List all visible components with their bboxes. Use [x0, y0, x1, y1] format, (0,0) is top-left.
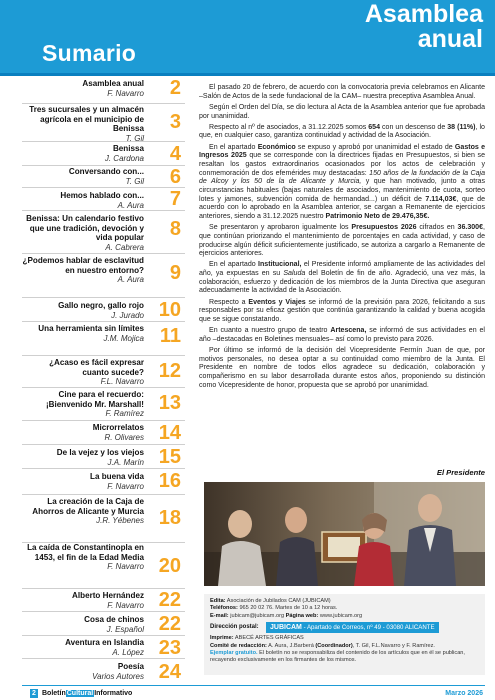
- toc-item[interactable]: Gallo negro, gallo rojo J. Jurado 10: [22, 298, 185, 322]
- publication-info: Edita: Asociación de Jubilados CAM (JUBICAM) Teléfonos: 965 20 02 76. Martes de 10 a 12 horas. E-mail: jubicam@jubicam.org Página web: www.jubicam.org Dirección postal: JUBICAM - Apartado de Correos, nº 49 - 03080 ALICANTE Imprime: ABECÉ ARTES GRÁFICAS Comité de redacción: A. Aura, J.Barberá (Coordinador), T. Gil, F.L.Navarro y F. Ramírez. Ejemplar gratuito. El boletín no se responsabiliza del contenido de los artículos que en él se publican, recayendo exclusivamente en los firmantes de los mismos.: [204, 594, 485, 675]
- postal-address: JUBICAM - Apartado de Correos, nº 49 - 03080 ALICANTE: [266, 622, 439, 633]
- toc-page-number: 13: [158, 392, 181, 414]
- toc-item[interactable]: La buena vida F. Navarro 16: [22, 469, 185, 495]
- footer-page-number: 2: [32, 690, 36, 697]
- paragraph: Según el Orden del Día, se dio lectura al Acta de la Asamblea anterior que fue aprobada por unanimidad.: [199, 103, 485, 120]
- email-link[interactable]: jubicam@jubicam.org: [230, 612, 285, 619]
- toc-page-number: 20: [158, 555, 181, 577]
- toc-page-number: 16: [158, 470, 181, 492]
- toc-page-number: 7: [169, 188, 181, 210]
- sumario-heading: Sumario: [42, 40, 137, 66]
- toc-page-number: 22: [158, 589, 181, 611]
- paragraph: Respecto a Eventos y Viajes se informó de la previsión para 2026, felicitando a sus responsables por su eficaz gestión que continúa garantizando la calidad y buena acogida que se sigue constatando.: [199, 298, 485, 323]
- toc-item[interactable]: Poesía Varios Autores 24: [92, 661, 181, 683]
- toc-item[interactable]: Benissa J. Cardona 4: [22, 142, 185, 166]
- toc-page-number: 15: [158, 446, 181, 468]
- toc-page-number: 9: [169, 262, 181, 284]
- toc-item[interactable]: Hemos hablado con... A. Aura 7: [22, 188, 185, 211]
- toc-item[interactable]: De la vejez y los viejos J.A. Marín 15: [22, 445, 185, 469]
- toc-item[interactable]: Alberto Hernández F. Navarro 22: [22, 589, 185, 612]
- toc-item[interactable]: ¿Podemos hablar de esclavitud en nuestro entorno? A. Aura 9: [22, 254, 185, 298]
- toc-item[interactable]: Tres sucursales y un almacén agrícola en el municipio de Benissa T. Gil 3: [22, 104, 185, 142]
- toc-item[interactable]: Cosa de chinos J. Español 22: [22, 612, 185, 636]
- paragraph: En el apartado Institucional, el Presidente informó ampliamente de las actividades del año, ya expuestas en su Saluda del Boletín de fin de año. Agradeció, una vez más, la colaboración, esfuerzo y dedicación de los miembros de la Junta Directiva que aseguran adecuadamente la actividad de la Asociación.: [199, 261, 485, 295]
- toc-item[interactable]: La creación de la Caja de Ahorros de Alicante y Murcia J.R. Yébenes 18: [22, 495, 185, 543]
- toc-item[interactable]: Conversando con... T. Gil 6: [22, 166, 185, 188]
- toc-page-number: 6: [169, 166, 181, 188]
- paragraph: Por último se informó de la decisión del Vicepresidente Fermín Juan de que, por motivos personales, no desea optar a su continuidad como miembro de la Junta. El Presidente en nombre de todos ellos agradece su dedicación, colaboración y compañerismo en su labor desarrollada durante estos años, proponiendo su distinción como Vicepresidente de honor, propuesta que se aprobó por unanimidad.: [199, 347, 485, 389]
- footer-date: Marzo 2026: [445, 690, 483, 697]
- paragraph: El pasado 20 de febrero, de acuerdo con la convocatoria previa celebramos en Alicante –Salón de Actos de la sede fundacional de la CAM– nuestra preceptiva Asamblea Anual.: [199, 84, 485, 100]
- toc-page-number: 12: [158, 360, 181, 382]
- toc-page-number: 8: [169, 218, 181, 240]
- paragraph: Respecto al nº de asociados, a 31.12.2025 somos 654 con un descenso de 38 (11%), lo que, en cualquier caso, garantiza continuidad y actividad de la Asociación.: [199, 123, 485, 140]
- toc-item[interactable]: Una herramienta sin límites J.M. Mojica 11: [22, 322, 185, 356]
- article-body: [199, 84, 485, 393]
- toc-item[interactable]: Benissa: Un calendario festivo que une tradición, devoción y vida popular A. Cabrera 8: [22, 211, 185, 254]
- web-link[interactable]: www.jubicam.org: [319, 612, 363, 619]
- toc-item[interactable]: Cine para el recuerdo: ¡Bienvenido Mr. Marshall! F. Ramírez 13: [22, 388, 185, 421]
- toc-page-number: 10: [158, 299, 181, 321]
- signature: El Presidente: [436, 468, 485, 477]
- toc-item[interactable]: Asamblea anual F. Navarro 2: [22, 75, 185, 104]
- paragraph: En cuanto a nuestro grupo de teatro Artescena, se informó de sus actividades en el año –destacadas en Boletines mensuales– así como lo previsto para 2026.: [199, 327, 485, 343]
- toc-item[interactable]: Aventura en Islandia A. López 23: [22, 636, 185, 659]
- page-title: Asamblea anual: [364, 0, 483, 53]
- toc-item[interactable]: Microrrelatos R. Olivares 14: [22, 421, 185, 445]
- toc-page-number: 3: [169, 111, 181, 133]
- award-photo: [204, 482, 485, 586]
- toc-page-number: 4: [169, 143, 181, 165]
- footer-brand: BoletínCulturalInformativo: [42, 690, 133, 697]
- toc-item[interactable]: La caída de Constantinopla en 1453, el fin de la Edad Media F. Navarro 20: [22, 543, 185, 589]
- toc-page-number: 24: [158, 661, 181, 683]
- toc-page-number: 22: [158, 613, 181, 635]
- toc-page-number: 14: [158, 422, 181, 444]
- photo-illustration: [204, 482, 485, 586]
- toc-page-number: 23: [158, 637, 181, 659]
- toc-page-number: 11: [159, 325, 181, 347]
- toc-item[interactable]: ¿Acaso es fácil expresar cuanto sucede? F.L. Navarro 12: [22, 356, 185, 388]
- toc-page-number: 2: [169, 77, 181, 99]
- paragraph: Se presentaron y aprobaron igualmente los Presupuestos 2026 cifrados en 36.300€, que continúan priorizando el mantenimiento de porcentajes en cada actividad, y caso de producirse algún déficit suficientemente justificado, se autoriza a cargarlo a Remanente de ejercicios anteriores.: [199, 224, 485, 258]
- page-footer: [0, 685, 495, 700]
- toc-page-number: 18: [158, 507, 181, 529]
- footer-divider: [22, 685, 485, 686]
- paragraph: En el apartado Económico se expuso y aprobó por unanimidad el estado de Gastos e Ingresos 2025 que se corresponde con la directrices fijadas en Presupuestos, si bien se resaltan los gastos extraordinarios ocasionados por los actos de celebración y conmemoración de dos efemérides muy destacadas: 150 años de la fundación de la Caja de Alcoy y los 50 de la de Alicante y Murcia, y que han motivado, junto a otras circunstancias habituales (bajas naturales de asociados, mantenimiento de cuota, sorteo lotes y jamones, subvención comida de hermandad...) un déficit de 7.114,03€, que de acuerdo con lo aprobado en la Asamblea anterior, se cargan a Remanente de ejercicios anteriores, siendo a 31.12.2025 nuestro Patrimonio Neto de 29.476,35€.: [199, 143, 485, 220]
